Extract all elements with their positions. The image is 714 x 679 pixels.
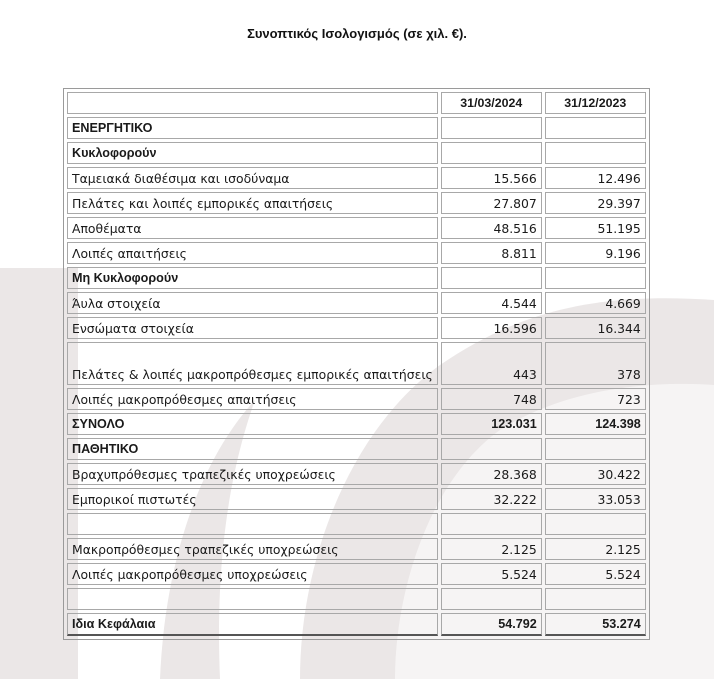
- empty-cell: [545, 438, 646, 460]
- empty-cell: [545, 588, 646, 610]
- table-header-row: [67, 92, 646, 114]
- blank-row: [67, 588, 646, 610]
- row-label: Βραχυπρόθεσμες τραπεζικές υποχρεώσεις: [67, 463, 438, 485]
- empty-cell: [545, 117, 646, 139]
- empty-cell: [545, 513, 646, 535]
- table-row: [67, 167, 646, 189]
- row-label: Άυλα στοιχεία: [67, 292, 438, 314]
- section-row: [67, 117, 646, 139]
- row-label: Μη Κυκλοφορούν: [67, 267, 438, 289]
- value-2023: 16.344: [545, 317, 646, 339]
- row-label: ΣΥΝΟΛΟ: [67, 413, 438, 435]
- section-row: [67, 438, 646, 460]
- empty-cell: [441, 142, 542, 164]
- row-label: Ενσώματα στοιχεία: [67, 317, 438, 339]
- value-2023: 33.053: [545, 488, 646, 510]
- value-2023: 30.422: [545, 463, 646, 485]
- table-row: [67, 563, 646, 585]
- row-label: Μακροπρόθεσμες τραπεζικές υποχρεώσεις: [67, 538, 438, 560]
- row-label: ΕΝΕΡΓΗΤΙΚΟ: [67, 117, 438, 139]
- empty-cell: [441, 438, 542, 460]
- empty-cell: [441, 588, 542, 610]
- table-row: [67, 388, 646, 410]
- value-2023: 378: [545, 342, 646, 385]
- table-row: [67, 242, 646, 264]
- table-row: [67, 463, 646, 485]
- table-row: [67, 292, 646, 314]
- header-blank-cell: [67, 92, 438, 114]
- value-2023: 4.669: [545, 292, 646, 314]
- row-label: Πελάτες και λοιπές εμπορικές απαιτήσεις: [67, 192, 438, 214]
- value-2024: 748: [441, 388, 542, 410]
- row-label: Ταμειακά διαθέσιμα και ισοδύναμα: [67, 167, 438, 189]
- value-2023: 53.274: [545, 613, 646, 636]
- value-2023: 12.496: [545, 167, 646, 189]
- table-row: [67, 192, 646, 214]
- value-2023: 29.397: [545, 192, 646, 214]
- blank-row: [67, 513, 646, 535]
- empty-cell: [67, 513, 438, 535]
- empty-cell: [545, 142, 646, 164]
- column-header: 31/12/2023: [545, 92, 646, 114]
- empty-cell: [441, 117, 542, 139]
- value-2024: 443: [441, 342, 542, 385]
- column-header: 31/03/2024: [441, 92, 542, 114]
- value-2023: 124.398: [545, 413, 646, 435]
- value-2023: 723: [545, 388, 646, 410]
- empty-cell: [441, 267, 542, 289]
- value-2023: 2.125: [545, 538, 646, 560]
- row-label: Λοιπές μακροπρόθεσμες απαιτήσεις: [67, 388, 438, 410]
- empty-cell: [441, 513, 542, 535]
- value-2023: 9.196: [545, 242, 646, 264]
- value-2024: 16.596: [441, 317, 542, 339]
- row-label: Πελάτες & λοιπές μακροπρόθεσμες εμπορικές απαιτήσεις: [67, 342, 438, 385]
- table-row: [67, 488, 646, 510]
- row-label: ΠΑΘΗΤΙΚΟ: [67, 438, 438, 460]
- table-row: [67, 217, 646, 239]
- value-2024: 28.368: [441, 463, 542, 485]
- value-2024: 2.125: [441, 538, 542, 560]
- value-2024: 15.566: [441, 167, 542, 189]
- value-2024: 48.516: [441, 217, 542, 239]
- balance-sheet-table: [63, 88, 650, 640]
- equity-row: [67, 613, 646, 636]
- value-2024: 123.031: [441, 413, 542, 435]
- value-2024: 32.222: [441, 488, 542, 510]
- empty-cell: [67, 588, 438, 610]
- table-row: [67, 538, 646, 560]
- row-label: Αποθέματα: [67, 217, 438, 239]
- page-title: Συνοπτικός Ισολογισμός (σε χιλ. €).: [247, 26, 467, 41]
- value-2024: 4.544: [441, 292, 542, 314]
- value-2024: 8.811: [441, 242, 542, 264]
- table-row: [67, 342, 646, 385]
- section-row: [67, 267, 646, 289]
- table-row: [67, 317, 646, 339]
- total-row: [67, 413, 646, 435]
- row-label: Εμπορικοί πιστωτές: [67, 488, 438, 510]
- row-label: Ιδια Κεφάλαια: [67, 613, 438, 636]
- value-2023: 5.524: [545, 563, 646, 585]
- row-label: Κυκλοφορούν: [67, 142, 438, 164]
- value-2023: 51.195: [545, 217, 646, 239]
- value-2024: 5.524: [441, 563, 542, 585]
- value-2024: 54.792: [441, 613, 542, 636]
- value-2024: 27.807: [441, 192, 542, 214]
- section-row: [67, 142, 646, 164]
- empty-cell: [545, 267, 646, 289]
- row-label: Λοιπές απαιτήσεις: [67, 242, 438, 264]
- row-label: Λοιπές μακροπρόθεσμες υποχρεώσεις: [67, 563, 438, 585]
